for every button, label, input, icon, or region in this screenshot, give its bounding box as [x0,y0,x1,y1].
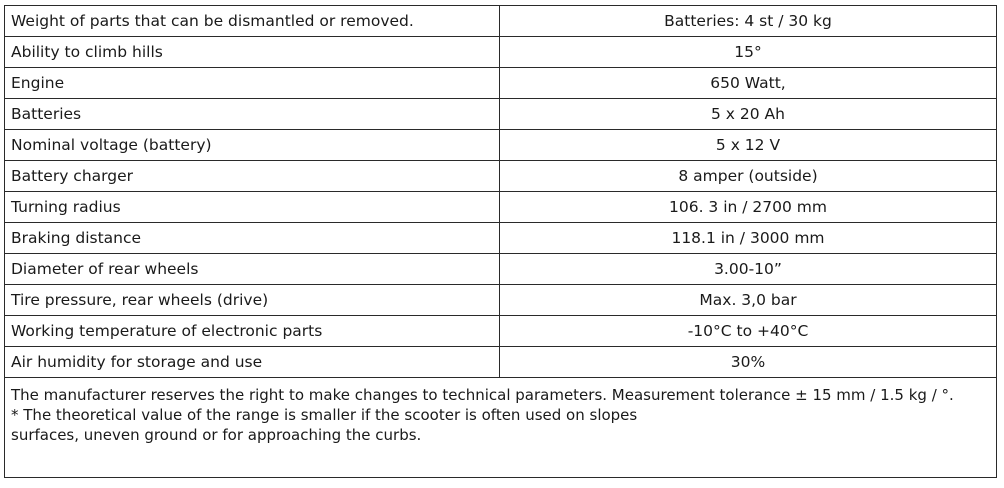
spec-value: 650 Watt, [500,68,997,99]
spec-value: Batteries: 4 st / 30 kg [500,6,997,37]
table-row [5,223,997,254]
note-row [5,378,997,478]
spec-value: 106. 3 in / 2700 mm [500,192,997,223]
spec-label: Engine [5,68,500,99]
table-row [5,161,997,192]
spec-label: Diameter of rear wheels [5,254,500,285]
table-row [5,6,997,37]
table-row [5,254,997,285]
table-row [5,68,997,99]
spec-value: 30% [500,347,997,378]
spec-label: Batteries [5,99,500,130]
spec-value: 5 x 12 V [500,130,997,161]
technical-specifications-table [4,5,997,478]
spec-value: 15° [500,37,997,68]
table-row [5,285,997,316]
spec-value: 118.1 in / 3000 mm [500,223,997,254]
disclaimer-note [5,378,997,478]
spec-label: Working temperature of electronic parts [5,316,500,347]
spec-label: Tire pressure, rear wheels (drive) [5,285,500,316]
note-line: The manufacturer reserves the right to make changes to technical parameters. Measurement tolerance ± 15 mm / 1.5 kg / °. [11,386,954,404]
table-row [5,347,997,378]
table-row [5,130,997,161]
spec-value: 8 amper (outside) [500,161,997,192]
table-row [5,316,997,347]
spec-label: Turning radius [5,192,500,223]
spec-label: Ability to climb hills [5,37,500,68]
note-line: surfaces, uneven ground or for approaching the curbs. [11,426,422,444]
spec-value: -10°C to +40°C [500,316,997,347]
spec-value: 5 x 20 Ah [500,99,997,130]
table-row [5,37,997,68]
spec-value: 3.00-10” [500,254,997,285]
spec-label: Weight of parts that can be dismantled or removed. [5,6,500,37]
spec-label: Nominal voltage (battery) [5,130,500,161]
spec-value: Max. 3,0 bar [500,285,997,316]
table-row [5,192,997,223]
table-row [5,99,997,130]
spec-label: Air humidity for storage and use [5,347,500,378]
spec-label: Battery charger [5,161,500,192]
spec-label: Braking distance [5,223,500,254]
note-line: * The theoretical value of the range is smaller if the scooter is often used on slopes [11,406,638,424]
